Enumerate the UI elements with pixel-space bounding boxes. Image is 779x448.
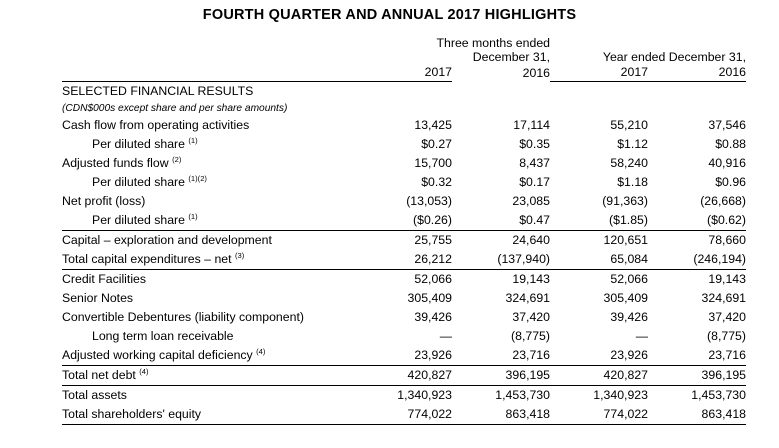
header-year-q-2017: 2017 bbox=[354, 64, 452, 82]
row-label bbox=[62, 211, 354, 231]
row-label bbox=[62, 386, 354, 406]
row-value-y2016: 40,916 bbox=[708, 156, 746, 170]
row-label-text: Per diluted share bbox=[92, 213, 185, 227]
row-value-q2017: $0.27 bbox=[421, 137, 452, 151]
table-row bbox=[62, 173, 746, 192]
row-value-y2017: 120,651 bbox=[603, 233, 648, 247]
units-note: (CDN$000s except share and per share amounts) bbox=[62, 103, 288, 114]
row-label-text: Credit Facilities bbox=[62, 272, 147, 286]
row-value-y2017: $1.12 bbox=[617, 137, 648, 151]
row-value-y2016: 324,691 bbox=[701, 291, 746, 305]
row-value-q2017: 305,409 bbox=[407, 291, 452, 305]
row-value-q2016: $0.17 bbox=[519, 175, 550, 189]
table-body bbox=[62, 36, 746, 425]
row-value-y2016: 37,546 bbox=[708, 118, 746, 132]
row-value-q2016: 396,195 bbox=[452, 366, 550, 386]
row-value-q2016: 23,716 bbox=[452, 346, 550, 366]
row-label bbox=[62, 231, 354, 251]
row-label bbox=[62, 135, 354, 154]
section-heading-row bbox=[62, 82, 746, 102]
row-value-q2016: 19,143 bbox=[512, 272, 550, 286]
row-value-q2016: 17,114 bbox=[513, 118, 550, 132]
row-label-footnote: (2) bbox=[172, 154, 182, 164]
row-label-text: Per diluted share bbox=[92, 137, 185, 151]
row-value-y2016: 396,195 bbox=[648, 366, 746, 386]
row-value-y2016: (26,668) bbox=[700, 194, 746, 208]
row-value-y2016: 23,716 bbox=[648, 346, 746, 366]
row-value-q2016: 23,085 bbox=[512, 194, 550, 208]
row-label-text: Adjusted funds flow bbox=[62, 156, 169, 170]
row-label bbox=[62, 250, 354, 270]
page-title: FOURTH QUARTER AND ANNUAL 2017 HIGHLIGHTS bbox=[202, 7, 577, 23]
row-value-q2017: 420,827 bbox=[354, 366, 452, 386]
section-heading: SELECTED FINANCIAL RESULTS bbox=[62, 84, 254, 98]
row-value-q2017: 23,926 bbox=[354, 346, 452, 366]
row-label bbox=[62, 270, 354, 290]
row-label-footnote: (3) bbox=[234, 250, 245, 260]
header-year-q-2016: 2016 bbox=[522, 65, 550, 80]
header-spacer bbox=[62, 36, 354, 64]
units-note-row bbox=[62, 101, 746, 116]
row-label bbox=[62, 327, 354, 346]
row-label-text: Total shareholders' equity bbox=[62, 407, 202, 421]
table-row bbox=[62, 231, 746, 251]
table-row bbox=[62, 386, 746, 406]
header-group-three-months-line2: December 31, bbox=[472, 50, 550, 64]
row-label-text: Adjusted working capital deficiency bbox=[62, 348, 253, 362]
row-value-y2017: 58,240 bbox=[610, 156, 648, 170]
table-row bbox=[62, 270, 746, 290]
row-label bbox=[62, 173, 354, 192]
row-value-q2016: 863,418 bbox=[452, 405, 550, 425]
row-label bbox=[62, 116, 354, 135]
row-value-y2017: 52,066 bbox=[610, 272, 648, 286]
row-value-y2016: ($0.62) bbox=[648, 211, 746, 231]
row-label bbox=[62, 289, 354, 308]
table-row bbox=[62, 211, 746, 231]
table-row bbox=[62, 405, 746, 425]
row-label bbox=[62, 366, 354, 386]
header-group-year-ended-line1: Year ended December 31, bbox=[602, 50, 746, 64]
header-group-three-months-line1: Three months ended bbox=[436, 36, 550, 50]
table-row bbox=[62, 154, 746, 173]
row-label-text: Convertible Debentures (liability component) bbox=[62, 310, 304, 324]
row-value-q2016: 1,453,730 bbox=[495, 388, 550, 402]
row-value-y2017: ($1.85) bbox=[550, 211, 648, 231]
row-value-y2017: 420,827 bbox=[550, 366, 648, 386]
row-value-y2017: 23,926 bbox=[550, 346, 648, 366]
row-value-q2017: (13,053) bbox=[406, 194, 452, 208]
row-value-q2017: 774,022 bbox=[354, 405, 452, 425]
row-value-q2017: 1,340,923 bbox=[397, 388, 452, 402]
row-value-y2017: 1,340,923 bbox=[593, 388, 648, 402]
row-value-q2016: 24,640 bbox=[512, 233, 550, 247]
row-value-y2016: $0.88 bbox=[715, 137, 746, 151]
table-row bbox=[62, 289, 746, 308]
table-row bbox=[62, 346, 746, 366]
row-value-q2016: 324,691 bbox=[505, 291, 550, 305]
row-label bbox=[62, 154, 354, 173]
row-value-q2016: $0.35 bbox=[519, 137, 550, 151]
row-value-q2017: 13,425 bbox=[414, 118, 452, 132]
row-value-y2017: (91,363) bbox=[602, 194, 648, 208]
row-value-q2017: — bbox=[439, 329, 452, 343]
table-row bbox=[62, 366, 746, 386]
header-year-y-2016: 2016 bbox=[648, 64, 746, 82]
row-label-text: Cash flow from operating activities bbox=[62, 118, 250, 132]
row-label-footnote: (1) bbox=[188, 135, 198, 145]
row-value-q2016: (137,940) bbox=[452, 250, 550, 270]
row-value-y2016: 1,453,730 bbox=[691, 388, 746, 402]
header-group-row bbox=[62, 36, 746, 64]
row-value-q2017: ($0.26) bbox=[354, 211, 452, 231]
row-label-text: Net profit (loss) bbox=[62, 194, 146, 208]
row-value-y2016: 78,660 bbox=[708, 233, 746, 247]
header-year-blank bbox=[62, 64, 354, 82]
header-year-row bbox=[62, 64, 746, 82]
row-label bbox=[62, 192, 354, 211]
row-label-footnote: (1)(2) bbox=[188, 173, 207, 183]
row-value-y2016: (246,194) bbox=[648, 250, 746, 270]
row-label-text: Total assets bbox=[62, 388, 127, 402]
row-value-q2016: (8,775) bbox=[511, 329, 550, 343]
header-group-three-months bbox=[354, 36, 550, 64]
table-row bbox=[62, 135, 746, 154]
table-row bbox=[62, 308, 746, 327]
row-value-q2016: 37,420 bbox=[512, 310, 550, 324]
row-label-text: Long term loan receivable bbox=[92, 329, 234, 343]
row-label-text: Senior Notes bbox=[62, 291, 134, 305]
row-value-y2016: 37,420 bbox=[708, 310, 746, 324]
row-label bbox=[62, 308, 354, 327]
row-value-y2016: (8,775) bbox=[707, 329, 746, 343]
row-label-text: Capital – exploration and development bbox=[62, 233, 272, 247]
row-value-y2017: — bbox=[635, 329, 648, 343]
row-value-y2016: 19,143 bbox=[708, 272, 746, 286]
row-value-q2017: 25,755 bbox=[414, 233, 452, 247]
financial-highlights-table bbox=[62, 36, 746, 425]
row-label-footnote: (4) bbox=[256, 346, 266, 356]
row-value-y2017: 774,022 bbox=[550, 405, 648, 425]
row-value-q2017: 39,426 bbox=[414, 310, 452, 324]
row-value-y2016: 863,418 bbox=[648, 405, 746, 425]
table-row bbox=[62, 327, 746, 346]
row-value-y2017: $1.18 bbox=[617, 175, 648, 189]
row-value-q2016: 8,437 bbox=[519, 156, 550, 170]
row-value-y2017: 39,426 bbox=[610, 310, 648, 324]
row-label-text: Per diluted share bbox=[92, 175, 185, 189]
table-row bbox=[62, 192, 746, 211]
header-group-year-ended bbox=[550, 36, 746, 64]
header-year-y-2017: 2017 bbox=[550, 64, 648, 82]
row-label-text: Total net debt bbox=[62, 368, 136, 382]
row-value-q2017: 15,700 bbox=[414, 156, 452, 170]
row-value-q2017: 26,212 bbox=[354, 250, 452, 270]
row-label bbox=[62, 346, 354, 366]
table-row bbox=[62, 250, 746, 270]
row-label-footnote: (1) bbox=[188, 211, 198, 221]
row-value-y2017: 65,084 bbox=[550, 250, 648, 270]
row-value-q2017: 52,066 bbox=[414, 272, 452, 286]
row-label-text: Total capital expenditures – net bbox=[62, 252, 232, 266]
table-row bbox=[62, 116, 746, 135]
row-value-y2017: 55,210 bbox=[610, 118, 648, 132]
row-value-q2017: $0.32 bbox=[421, 175, 452, 189]
row-label-footnote: (4) bbox=[139, 366, 149, 376]
row-value-y2016: $0.96 bbox=[715, 175, 746, 189]
row-value-y2017: 305,409 bbox=[603, 291, 648, 305]
row-label bbox=[62, 405, 354, 425]
row-value-q2016: $0.47 bbox=[452, 211, 550, 231]
